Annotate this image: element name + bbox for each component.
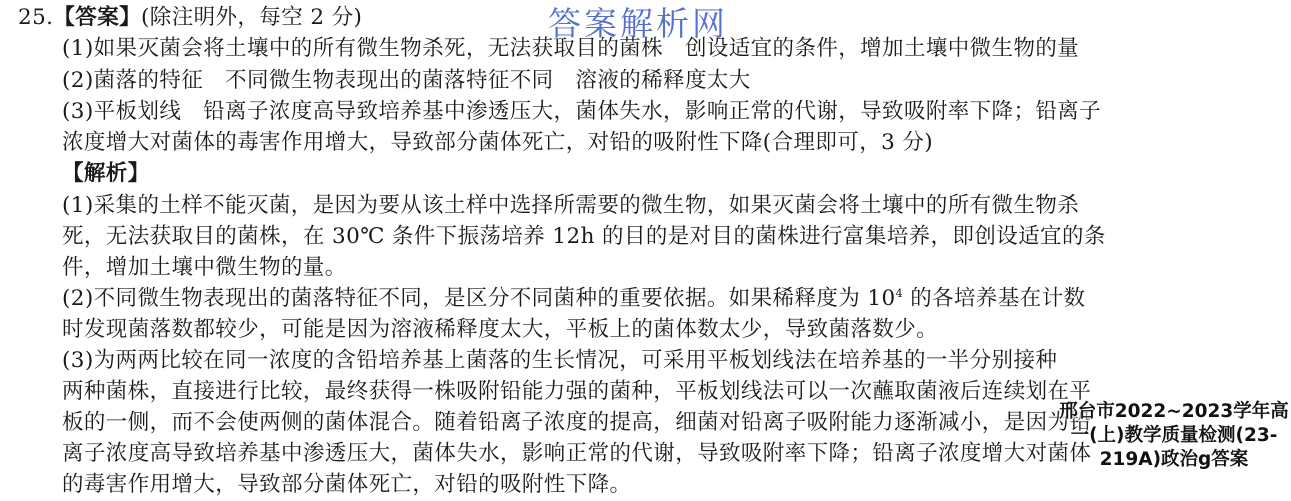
watermark-text: 答案解析网 <box>548 4 728 43</box>
analysis-line-2: 死，无法获取目的菌株，在 30℃ 条件下振荡培养 12h 的目的是对目的菌株进行富集培养，即创设适宜的条 <box>62 224 1106 249</box>
dilution-exponent: 4 <box>895 286 903 300</box>
analysis-line-7: 两种菌株，直接进行比较，最终获得一株吸附铅能力强的菌种，平板划线法可以一次蘸取菌液后连续划在平 <box>62 379 1092 404</box>
answer-label: 【答案】 <box>53 5 142 30</box>
answer-line-1: (1)如果灭菌会将土壤中的所有微生物杀死，无法获取目的菌株 创设适宜的条件，增加土壤中微生物的量 <box>62 36 1080 61</box>
analysis-line-1: (1)采集的土样不能灭菌，是因为要从该土样中选择所需要的微生物，如果灭菌会将土壤中的所有微生物杀 <box>62 193 1080 218</box>
scoring-note: (除注明外，每空 2 分) <box>141 5 363 30</box>
question-number: 25. <box>18 5 54 30</box>
analysis-line-10: 的毒害作用增大，导致部分菌体死亡，对铅的吸附性下降。 <box>62 472 632 497</box>
analysis-line-6: (3)为两两比较在同一浓度的含铅培养基上菌落的生长情况，可采用平板划线法在培养基的一半分别接种 <box>62 348 1058 373</box>
analysis-line-5: 时发现菌落数都较少，可能是因为溶液稀释度太大，平板上的菌体数太少，导致菌落数少。 <box>62 317 939 342</box>
analysis-label: 【解析】 <box>62 161 150 186</box>
answer-line-3: (3)平板划线 铅离子浓度高导致培养基中渗透压大，菌体失水，影响正常的代谢，导致吸附率下降；铅离子 <box>62 99 1102 124</box>
analysis-line-9: 离子浓度高导致培养基中渗透压大，菌体失水，影响正常的代谢，导致吸附率下降；铅离子浓度增大对菌体 <box>62 441 1092 466</box>
answer-header <box>18 5 362 31</box>
analysis-line-4-text: (2)不同微生物表现出的菌落特征不同，是区分不同菌种的重要依据。如果稀释度为 10 <box>62 286 896 311</box>
analysis-line-4-rest: 的各培养基在计数 <box>902 286 1086 311</box>
analysis-line-4 <box>62 286 1085 312</box>
analysis-line-8: 板的一侧，而不会使两侧的菌体混合。随着铅离子浓度的提高，细菌对铅离子吸附能力逐渐减小，是因为铅 <box>62 410 1092 435</box>
answer-line-2: (2)菌落的特征 不同微生物表现出的菌落特征不同 溶液的稀释度太大 <box>62 68 751 93</box>
answer-line-4: 浓度增大对菌体的毒害作用增大，导致部分菌体死亡，对铅的吸附性下降(合理即可，3 分) <box>62 130 934 155</box>
overlay-caption: 邢台市2022~2023学年高一(上)教学质量检测(23-219A)政治g答案 <box>1059 401 1289 470</box>
analysis-line-3: 件，增加土壤中微生物的量。 <box>62 255 347 280</box>
